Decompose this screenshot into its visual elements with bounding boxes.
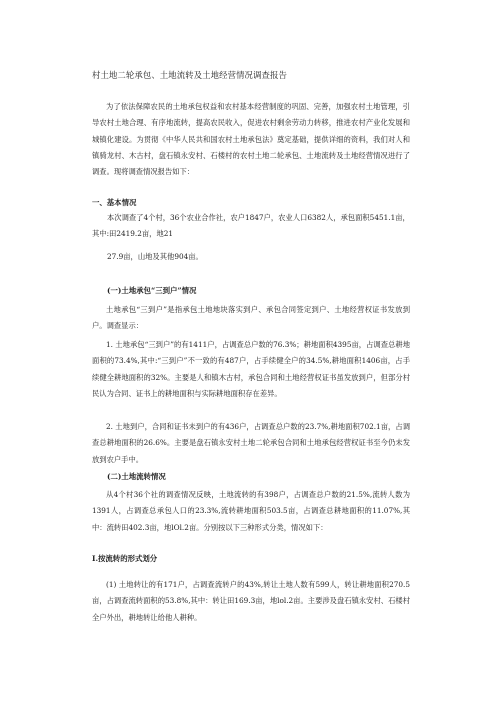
three-to-household-item-1: 1. 土地承包“三到户”的有1411户，占调查总户数的76.3%；耕地面积4395亩，占调查总耕地面积的73.4%,其中:“三到户”不一致的有487户，占手续健全户的34.5%,耕地面积1406亩，占手续健全耕地面积的32%。主要是人和镇木古村，承包合同和土地经营权证书虽发放到户，但部分村民认为合同、证书上的耕地面积与实际耕地面积存在差异。 [92, 340, 410, 398]
transfer-form-heading: I.按流转的形式划分 [92, 554, 158, 563]
three-to-household-intro: 土地承包“三到户”是指承包土地地块落实到户、承包合同签定到户、土地经营权证书发放到户。调查显示： [92, 305, 410, 331]
land-transfer-intro: 从4个村36个社的调查情况反映，土地流转的有398户，占调查总户数的21.5%,流转人数为1391人，占调查总承包人口的23.3%,流转耕地面积503.5亩，占调查总耕地面积的11.07%,其中：流转田402.3亩，地lOl.2亩。分别按以下三种形式分类，情况如下： [92, 490, 410, 532]
subsection-heading-land-transfer: (二)土地流转情况 [107, 472, 166, 481]
transfer-form-item-1: (1) 土地转让的有171户，占调查流转户的43%,转让土地人数有599人，转让耕地面积270.5亩，占调查流转面积的53.8%,其中：转让田169.3亩，地lol.2亩。主要涉及盘石镇永安村、石楼村全户外出，耕地转让给他人耕种。 [92, 580, 410, 622]
intro-paragraph: 为了依法保障农民的土地承包权益和农村基本经营制度的巩固、完善，加强农村土地管理，引导农村土地合理、有序地流转，提高农民收入，促进农村剩余劳动力转移，推进农村产业化发展和城镇化建设。为贯彻《中华人民共和国农村土地承包法》奠定基础，提供详细的资料，我们对人和镇骑龙村、木古村，盘石镇永安村、石楼村的农村土地二轮承包、土地流转及土地经营情况进行了调查。现将调查情况报告如下： [92, 102, 410, 177]
basic-line-2: 其中:田2419.2亩，地21 [92, 229, 174, 238]
subsection-heading-three-to-household: (一)土地承包“三到户”情况 [107, 286, 197, 295]
document-title: 村土地二轮承包、土地流转及土地经营情况调查报告 [92, 70, 287, 80]
three-to-household-item-2: 2. 土地到户，合同和证书未到户的有436户，占调查总户数的23.7%,耕地面积702.1亩，占调查总耕地面积的26.6%。主要是盘石镇永安村土地二轮承包合同和土地承包经营权证书至今仍未发放到农户手中。 [92, 422, 410, 464]
basic-line-1: 本次调查了4个村，36个农业合作社，农户1847户，农业人口6382人，承包面积5451.1亩， [107, 213, 410, 222]
basic-line-3: 27.9亩，山地及其他904亩。 [107, 252, 203, 261]
section-heading-basic: 一、基本情况 [92, 198, 137, 207]
